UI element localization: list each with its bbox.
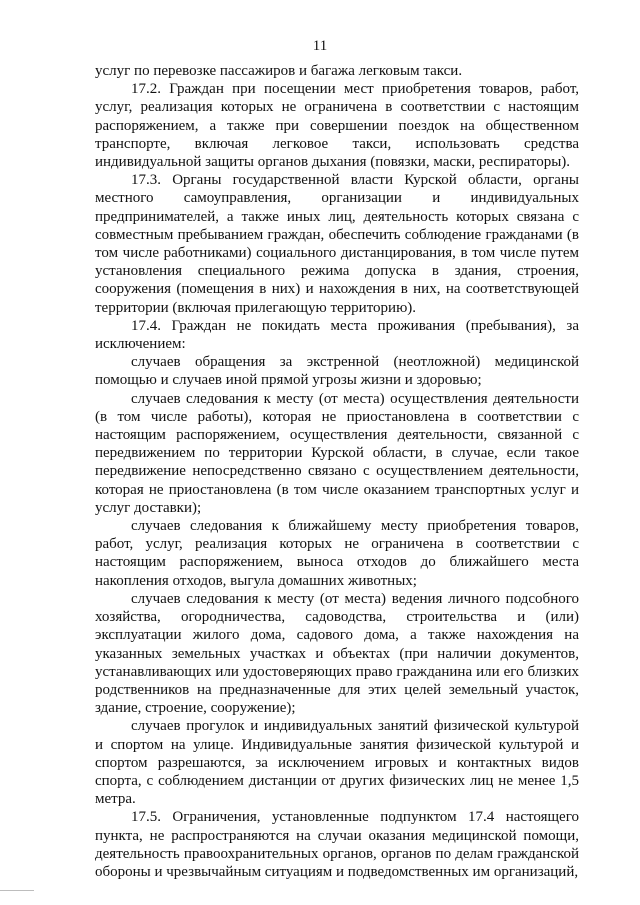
paragraph-17-4: 17.4. Граждан не покидать места проживания (пребывания), за исключением: <box>95 317 579 353</box>
footer-rule <box>0 890 34 891</box>
paragraph-17-5: 17.5. Ограничения, установленные подпунктом 17.4 настоящего пункта, не распространяются на случаи оказания медицинской помощи, деятельность правоохранительных органов, органов по делам гражданской обороны и чрезвычайным ситуациям и подведомственных им организаций, <box>95 809 579 880</box>
paragraph-17-2: 17.2. Граждан при посещении мест приобретения товаров, работ, услуг, реализация которых не ограничена в соответствии с настоящим распоряжением, а также при совершении поездок на общественном транспорте, включая легковое такси, использовать средства индивидуальной защиты органов дыхания (повязки, маски, респираторы). <box>95 81 579 171</box>
paragraph-continuation: услуг по перевозке пассажиров и багажа легковым такси. <box>95 63 463 79</box>
exception-work-travel: случаев следования к месту (от места) осуществления деятельности (в том числе работы), которая не приостановлена в соответствии с настоящим распоряжением, осуществления деятельности, связанной с передвижением по территории Курской области, в случае, если такое передвижение непосредственно связано с осуществлением деятельности, которая не приостановлена (в том числе оказанием транспортных услуг и услуг доставки); <box>95 390 579 516</box>
page-number: 11 <box>312 38 328 54</box>
exception-walks-sports: случаев прогулок и индивидуальных занятий физической культурой и спортом на улице. Индивидуальные занятия физической культурой и спортом разрешаются, за исключением игровых и контактных видов спорта, с соблюдением дистанции от других физических лиц не менее 1,5 метра. <box>95 718 579 808</box>
document-body <box>95 62 579 881</box>
exception-garden-plots: случаев следования к месту (от места) ведения личного подсобного хозяйства, огородничества, садоводства, строительства и (или) эксплуатации жилого дома, садового дома, а также нахождения на указанных земельных участках и объектах (при наличии документов, устанавливающих или удостоверяющих право гражданина или его близких родственников на предназначенные для этих целей земельный участок, здание, строение, сооружение); <box>95 590 579 717</box>
exception-medical-help: случаев обращения за экстренной (неотложной) медицинской помощью и случаев иной прямой угрозы жизни и здоровью; <box>95 354 579 389</box>
exception-shopping-waste-pets: случаев следования к ближайшему месту приобретения товаров, работ, услуг, реализация которых не ограничена в соответствии с настоящим распоряжением, выноса отходов до ближайшего места накопления отходов, выгула домашних животных; <box>95 518 579 589</box>
paragraph-17-3: 17.3. Органы государственной власти Курской области, органы местного самоуправления, организации и индивидуальных предпринимателей, а также иных лиц, деятельность которых связана с совместным пребыванием граждан, обеспечить соблюдение гражданами (в том числе работниками) социального дистанцирования, в том числе путем установления специального режима допуска в здания, строения, сооружения (помещения в них) и нахождения в них, на соответствующей территории (включая прилегающую территорию). <box>95 172 579 316</box>
